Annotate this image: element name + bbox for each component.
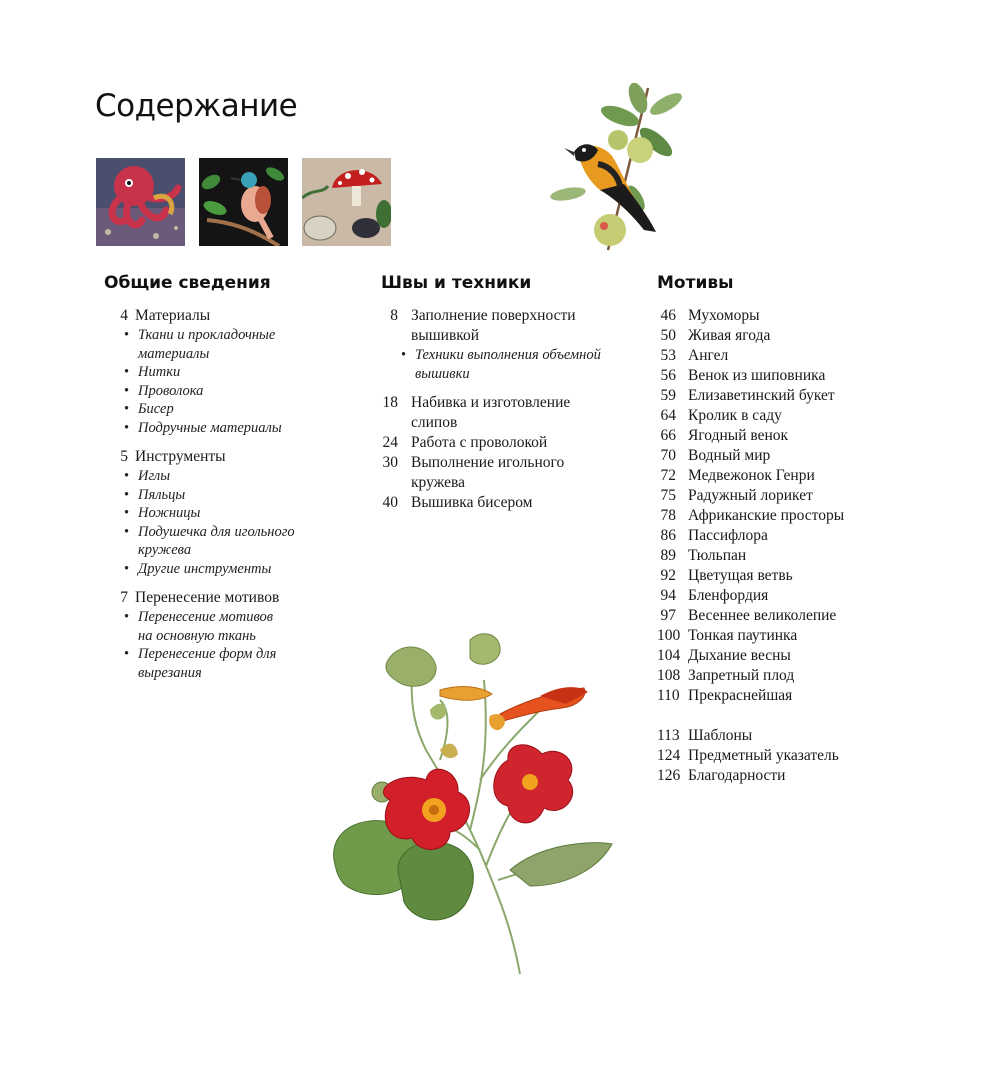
toc-entry[interactable] — [657, 506, 917, 526]
toc-entry[interactable] — [657, 746, 917, 766]
entry-title-line: Благодарности — [688, 767, 786, 784]
toc-entry[interactable] — [381, 493, 631, 513]
toc-entry[interactable] — [657, 466, 917, 486]
entry-title-line: Радужный лорикет — [688, 487, 813, 504]
entry-title-line: Ангел — [688, 347, 729, 364]
toc-subentry[interactable] — [124, 467, 354, 486]
page-number: 97 — [660, 607, 676, 624]
page-number: 70 — [660, 447, 676, 464]
entry-title-line: Венок из шиповника — [688, 367, 826, 384]
thumbnail-octopus — [96, 158, 185, 246]
page-number: 24 — [382, 434, 398, 451]
entry-title-line: Запретный плод — [688, 667, 795, 684]
entry-title-line: Выполнение игольного — [411, 454, 565, 471]
page-number: 89 — [660, 547, 676, 564]
subentry-line: Перенесение форм для — [138, 646, 277, 662]
bird-embroidery-image — [199, 158, 288, 246]
subentry-line: вышивки — [415, 365, 470, 382]
bullet-icon: • — [124, 364, 130, 380]
toc-subentry[interactable] — [124, 363, 354, 382]
toc-subentry[interactable] — [124, 523, 354, 560]
entry-title-line: Цветущая ветвь — [688, 567, 793, 584]
bullet-icon: • — [124, 523, 130, 540]
toc-entry[interactable] — [381, 393, 631, 433]
page-number: 46 — [660, 307, 676, 324]
toc-entry[interactable] — [657, 386, 917, 406]
bullet-icon: • — [401, 347, 407, 363]
toc-entry[interactable] — [104, 447, 354, 467]
bullet-icon: • — [124, 609, 130, 625]
toc-entry[interactable] — [657, 626, 917, 646]
entry-title-line: Медвежонок Генри — [688, 467, 815, 484]
bullet-icon: • — [124, 382, 130, 399]
toc-entry[interactable] — [657, 526, 917, 546]
toc-entry[interactable] — [657, 326, 917, 346]
nasturtium-flower-illustration — [330, 630, 615, 978]
entry-title-line: Ягодный венок — [688, 427, 789, 444]
entry-title-line: Пассифлора — [688, 527, 768, 544]
page-number: 66 — [660, 427, 676, 444]
spacer — [657, 706, 917, 726]
subentry-line: Нитки — [138, 364, 181, 380]
bullet-icon: • — [124, 419, 130, 436]
toc-entry[interactable] — [657, 586, 917, 606]
toc-column-general — [104, 306, 354, 682]
entry-title-line: Тюльпан — [688, 547, 747, 564]
entry-title-line: слипов — [411, 414, 458, 431]
entry-title-line: Кролик в саду — [688, 407, 782, 424]
entry-title-line: Вышивка бисером — [411, 494, 533, 511]
page-number: 100 — [657, 627, 681, 644]
toc-subentry[interactable] — [124, 504, 354, 523]
page-number: 40 — [382, 494, 398, 511]
bullet-icon: • — [124, 468, 130, 484]
page-number: 64 — [660, 407, 676, 424]
entry-title-line: Тонкая паутинка — [688, 627, 798, 644]
page-number: 78 — [660, 507, 676, 524]
toc-entry[interactable] — [657, 486, 917, 506]
toc-entry[interactable] — [657, 426, 917, 446]
subentry-line: Подушечка для игольного — [138, 523, 295, 540]
page-number: 72 — [660, 467, 676, 484]
toc-entry[interactable] — [657, 666, 917, 686]
toc-subentry[interactable] — [124, 382, 354, 401]
toc-entry[interactable] — [657, 346, 917, 366]
entry-title-line: Весеннее великолепие — [688, 607, 837, 624]
page-number: 104 — [657, 647, 681, 664]
toc-subentry[interactable] — [124, 400, 354, 419]
subentry-line: Проволока — [138, 382, 204, 399]
subentry-line: Подручные материалы — [138, 419, 282, 436]
column-heading-motifs: Мотивы — [657, 273, 734, 293]
subentry-line: Ткани и прокладочные — [138, 327, 276, 343]
page-title: Содержание — [95, 88, 298, 124]
spacer — [104, 437, 354, 447]
toc-subentry[interactable] — [124, 486, 354, 505]
bullet-icon: • — [124, 560, 130, 577]
subentry-line: Пяльцы — [138, 486, 186, 503]
bullet-icon: • — [124, 401, 130, 417]
entry-title-line: Предметный указатель — [688, 747, 839, 764]
page-number: 18 — [382, 394, 398, 411]
subentry-line: Ножницы — [138, 505, 201, 521]
page-number: 8 — [390, 307, 398, 324]
toc-subentry[interactable] — [124, 608, 354, 645]
toc-entry[interactable] — [657, 606, 917, 626]
entry-title-line: Мухоморы — [688, 307, 760, 324]
toc-entry[interactable] — [104, 306, 354, 326]
page-number: 5 — [120, 448, 128, 465]
subentry-line: Перенесение мотивов — [138, 609, 274, 625]
page-number: 53 — [660, 347, 676, 364]
entry-title-line: Елизаветинский букет — [688, 387, 835, 404]
spacer — [104, 578, 354, 588]
mushroom-embroidery-image — [302, 158, 391, 246]
bird-illustration — [548, 80, 688, 260]
toc-subentry[interactable] — [124, 419, 354, 438]
entry-title-line: Шаблоны — [688, 727, 753, 744]
subentry-line: кружева — [138, 542, 192, 558]
page-number: 94 — [660, 587, 676, 604]
toc-entry[interactable] — [381, 433, 631, 453]
octopus-embroidery-image — [96, 158, 185, 246]
bullet-icon: • — [124, 486, 130, 503]
page-number: 86 — [660, 527, 676, 544]
page-number: 7 — [120, 589, 128, 606]
bullet-icon: • — [124, 327, 130, 343]
entry-title-line: Работа с проволокой — [411, 434, 548, 451]
toc-entry[interactable] — [657, 686, 917, 706]
page-number: 113 — [657, 727, 680, 744]
page-number: 124 — [657, 747, 681, 764]
nasturtium-illustration — [330, 630, 615, 983]
bullet-icon: • — [124, 646, 130, 662]
toc-subentry[interactable] — [124, 645, 354, 682]
column-heading-techniques: Швы и техники — [381, 273, 532, 293]
entry-title-line: Прекраснейшая — [688, 687, 793, 704]
entry-title-line: Африканские просторы — [688, 507, 845, 524]
page-number: 4 — [120, 307, 128, 324]
page-number: 108 — [657, 667, 681, 684]
thumbnail-mushroom — [302, 158, 391, 246]
toc-entry[interactable] — [381, 306, 631, 346]
entry-title-line: Заполнение поверхности — [411, 307, 576, 324]
toc-entry[interactable] — [657, 566, 917, 586]
toc-subentry[interactable] — [401, 346, 631, 383]
toc-entry[interactable] — [657, 546, 917, 566]
toc-entry[interactable] — [657, 446, 917, 466]
column-heading-general: Общие сведения — [104, 273, 271, 293]
bullet-icon: • — [124, 505, 130, 521]
toc-subentry[interactable] — [124, 326, 354, 363]
page-number: 92 — [660, 567, 676, 584]
page-number: 50 — [660, 327, 676, 344]
subentry-line: материалы — [138, 345, 210, 362]
toc-column-techniques — [381, 306, 631, 513]
thumbnail-bird — [199, 158, 288, 246]
page-number: 59 — [660, 387, 676, 404]
subentry-line: Иглы — [138, 468, 171, 484]
toc-entry[interactable] — [381, 453, 631, 493]
toc-entry[interactable] — [657, 306, 917, 326]
entry-title-line: Бленфордия — [688, 587, 769, 604]
entry-title-line: Перенесение мотивов — [135, 589, 280, 606]
spacer — [381, 383, 631, 393]
entry-title-line: Материалы — [135, 307, 211, 324]
toc-entry[interactable] — [104, 588, 354, 608]
page-number: 30 — [382, 454, 398, 471]
subentry-line: вырезания — [138, 664, 202, 681]
entry-title-line: Живая ягода — [688, 327, 771, 344]
entry-title-line: Дыхание весны — [688, 647, 791, 664]
entry-title-line: Набивка и изготовление — [411, 394, 571, 411]
toc-column-motifs — [657, 306, 917, 786]
toc-subentry[interactable] — [124, 560, 354, 579]
subentry-line: Другие инструменты — [138, 560, 272, 577]
toc-entry[interactable] — [657, 406, 917, 426]
page-number: 126 — [657, 767, 681, 784]
page-number: 56 — [660, 367, 676, 384]
toc-entry[interactable] — [657, 766, 917, 786]
entry-title-line: Инструменты — [135, 448, 226, 465]
toc-entry[interactable] — [657, 726, 917, 746]
page-number: 110 — [657, 687, 680, 704]
entry-title-line: Водный мир — [688, 447, 771, 464]
subentry-line: Техники выполнения объемной — [415, 347, 601, 363]
subentry-line: на основную ткань — [138, 627, 256, 644]
subentry-line: Бисер — [138, 401, 174, 417]
entry-title-line: вышивкой — [411, 327, 480, 344]
toc-entry[interactable] — [657, 646, 917, 666]
toc-entry[interactable] — [657, 366, 917, 386]
bird-on-branch-illustration — [548, 80, 688, 255]
entry-title-line: кружева — [411, 474, 466, 491]
page-number: 75 — [660, 487, 676, 504]
